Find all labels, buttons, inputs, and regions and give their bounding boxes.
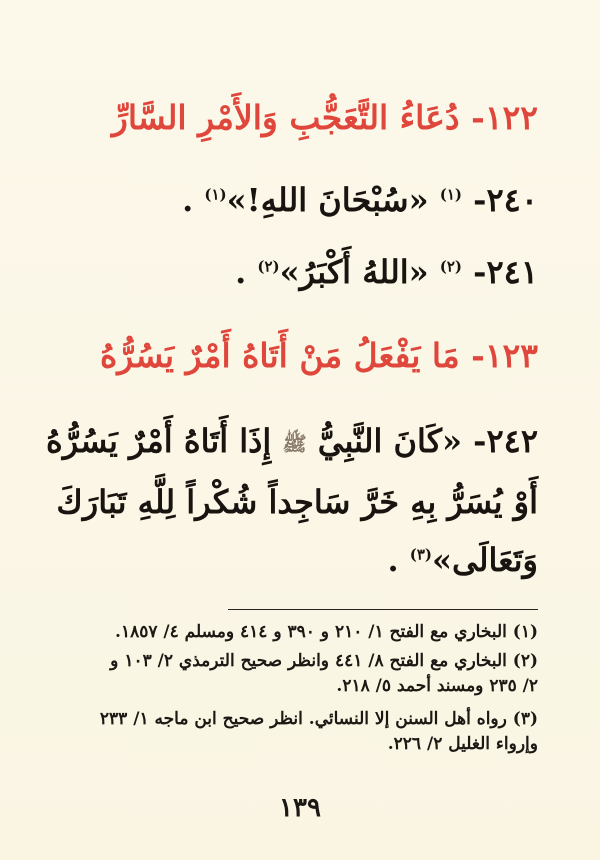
footnote-marker: (٢) bbox=[439, 257, 463, 276]
hadith-text: «كَانَ النَّبِيُّ bbox=[317, 422, 463, 460]
hadith-242 bbox=[40, 412, 538, 589]
hadith-number: ٢٤١- bbox=[473, 253, 538, 291]
salla-glyph: ﷺ bbox=[282, 431, 307, 456]
hadith-text: «اللهُ أَكْبَرُ» bbox=[279, 253, 429, 291]
hadith-text: «سُبْحَانَ اللهِ!» bbox=[226, 181, 429, 219]
hadith-end: . bbox=[182, 181, 194, 219]
footnote-marker: (٣) bbox=[409, 544, 433, 563]
hadith-240 bbox=[40, 178, 538, 222]
page-number: ١٣٩ bbox=[279, 793, 321, 823]
footnote-marker: (١) bbox=[204, 185, 227, 204]
footnote-marker: (٢) bbox=[257, 257, 280, 276]
hadith-text: إِذَا أَتَاهُ أَمْرٌ يَسُرُّهُ أَوْ يُسَرُّ بِهِ خَرَّ سَاجِداً شُكْراً لِلَّهِ تَبَارَكَ وَتَعَالَى» bbox=[45, 422, 538, 579]
hadith-number: ٢٤٢- bbox=[473, 422, 538, 460]
hadith-end: . bbox=[387, 540, 399, 579]
section-heading-122: ١٢٢- دُعَاءُ التَّعَجُّبِ وَالأَمْرِ السَّارِّ bbox=[111, 98, 538, 137]
section-heading-123: ١٢٣- مَا يَفْعَلُ مَنْ أَتَاهُ أَمْرٌ يَسُرُّهُ bbox=[99, 336, 538, 375]
hadith-number: ٢٤٠- bbox=[473, 181, 538, 219]
footnote-3: (٣) رواه أهل السنن إلا النسائي. انظر صحيح ابن ماجه ١/ ٢٣٣ وإرواء الغليل ٢/ ٢٢٦. bbox=[99, 709, 538, 754]
footnote-divider bbox=[228, 609, 538, 610]
footnote-marker: (١) bbox=[439, 185, 463, 204]
footnotes bbox=[96, 620, 538, 765]
footnote-2: (٢) البخاري مع الفتح ٨/ ٤٤١ وانظر صحيح الترمذي ٢/ ١٠٣ و ٢/ ٢٣٥ ومسند أحمد ٥/ ٢١٨. bbox=[110, 651, 538, 696]
footnote-1: (١) البخاري مع الفتح ١/ ٢١٠ و ٣٩٠ و ٤١٤ ومسلم ٤/ ١٨٥٧. bbox=[115, 622, 538, 642]
hadith-end: . bbox=[235, 253, 247, 291]
hadith-241 bbox=[40, 250, 538, 294]
